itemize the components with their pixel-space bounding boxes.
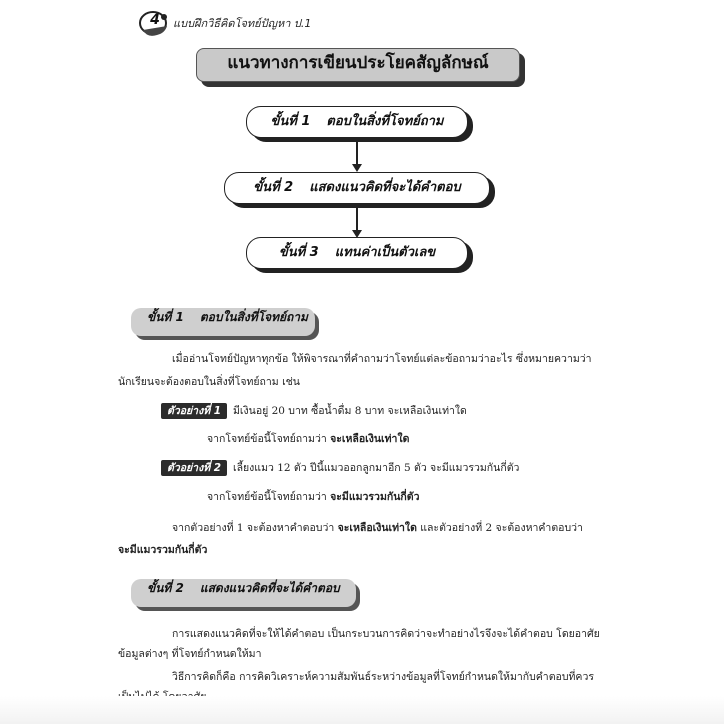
example1-text: มีเงินอยู่ 20 บาท ซื้อน้ำดื่ม 8 บาท จะเหลือเงินเท่าใด	[233, 405, 467, 417]
example2-answer-prefix: จากโจทย์ข้อนี้โจทย์ถามว่า	[207, 491, 327, 503]
section1-intro-line2: นักเรียนจะต้องตอบในสิ่งที่โจทย์ถาม เช่น	[118, 376, 300, 388]
example1-answer-prefix: จากโจทย์ข้อนี้โจทย์ถามว่า	[207, 433, 327, 445]
arrow-down-icon	[352, 164, 362, 172]
example1-badge: ตัวอย่างที่ 1	[161, 403, 227, 419]
section2-header	[131, 579, 356, 607]
section1-header-num: ขั้นที่ 1	[147, 310, 184, 324]
running-title: แบบฝึกวิธีคิดโจทย์ปัญหา ป.1	[173, 17, 312, 30]
section2-para1-line1: การแสดงแนวคิดที่จะให้ได้คำตอบ เป็นกระบวนการคิดว่าจะทำอย่างไรจึงจะได้คำตอบ โดยอาศัย	[172, 628, 600, 640]
section1-summary-line1	[172, 519, 583, 536]
flow-step-3	[246, 237, 468, 269]
example2-row	[161, 456, 227, 476]
flow-arrow-2	[356, 204, 358, 230]
summary-part2: และตัวอย่างที่ 2 จะต้องหาคำตอบว่า	[420, 522, 583, 534]
flow-step-1-num: ขั้นที่ 1	[270, 114, 311, 129]
flow-arrow-1	[356, 138, 358, 164]
flow-step-3-text: แทนค่าเป็นตัวเลข	[334, 245, 436, 260]
example2-answer	[207, 488, 419, 505]
section2-header-text: แสดงแนวคิดที่จะได้คำตอบ	[199, 581, 340, 595]
flow-step-1-text: ตอบในสิ่งที่โจทย์ถาม	[326, 114, 444, 129]
summary-part1: จากตัวอย่างที่ 1 จะต้องหาคำตอบว่า	[172, 522, 335, 534]
section2-header-num: ขั้นที่ 2	[147, 581, 184, 595]
summary-bold2: จะมีแมวรวมกันกี่ตัว	[118, 544, 208, 556]
page-bottom-fade	[0, 696, 724, 724]
main-title: แนวทางการเขียนประโยคสัญลักษณ์	[196, 48, 520, 82]
example1-answer	[207, 430, 409, 447]
example2-badge: ตัวอย่างที่ 2	[161, 460, 227, 476]
flow-step-1	[246, 106, 468, 138]
flow-step-2	[224, 172, 490, 204]
section1-summary-line2	[118, 541, 207, 558]
flow-step-2-text: แสดงแนวคิดที่จะได้คำตอบ	[309, 180, 461, 195]
example2-text: เลี้ยงแมว 12 ตัว ปีนี้แมวออกลูกมาอีก 5 ตัว จะมีแมวรวมกันกี่ตัว	[233, 462, 520, 474]
example2-answer-bold: จะมีแมวรวมกันกี่ตัว	[330, 491, 420, 503]
example1-row	[161, 399, 227, 419]
flow-step-3-num: ขั้นที่ 3	[278, 245, 319, 260]
section1-header-text: ตอบในสิ่งที่โจทย์ถาม	[199, 310, 308, 324]
summary-bold1: จะเหลือเงินเท่าใด	[337, 522, 417, 534]
section2-para1-line2: ข้อมูลต่างๆ ที่โจทย์กำหนดให้มา	[118, 648, 262, 660]
page-number: 4	[150, 12, 160, 28]
flow-step-2-num: ขั้นที่ 2	[253, 180, 294, 195]
section1-intro-line1: เมื่ออ่านโจทย์ปัญหาทุกข้อ ให้พิจารณาที่คำถามว่าโจทย์แต่ละข้อถามว่าอะไร ซึ่งหมายความว่า	[172, 353, 592, 365]
section2-para2-line1: วิธีการคิดก็คือ การคิดวิเคราะห์ความสัมพันธ์ระหว่างข้อมูลที่โจทย์กำหนดให้มากับคำตอบที่ควร	[172, 671, 594, 683]
section1-header	[131, 308, 315, 336]
example1-answer-bold: จะเหลือเงินเท่าใด	[330, 433, 410, 445]
